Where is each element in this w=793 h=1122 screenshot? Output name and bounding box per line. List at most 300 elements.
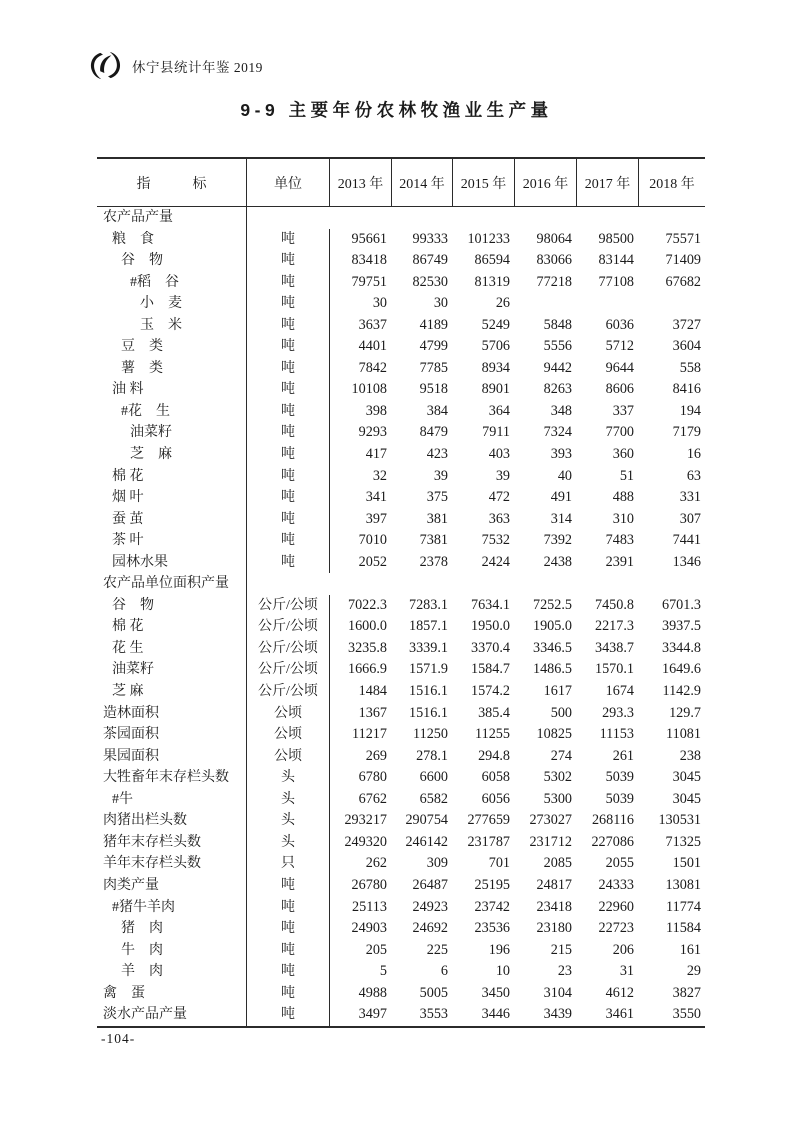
table-row [97,552,705,574]
value-cell: 500 [550,704,572,721]
value-cell: 268116 [591,812,634,829]
value-cell: 40 [557,467,572,484]
table-row [97,595,705,617]
value-cell: 393 [550,446,572,463]
value-cell: 4799 [419,338,448,355]
value-cell: 1516.1 [408,704,448,721]
value-cell: 11774 [666,898,701,915]
value-cell: 294.8 [478,747,510,764]
value-cell: 293.3 [602,704,634,721]
value-cell: 375 [426,489,448,506]
table-row [97,961,705,983]
value-cell: 3370.4 [470,639,510,656]
value-cell: 25195 [474,876,510,893]
value-cell: 249320 [344,833,387,850]
value-cell: 290754 [405,812,448,829]
value-cell: 129.7 [669,704,701,721]
value-cell: 5039 [605,790,634,807]
table-row [97,724,705,746]
value-cell: 1484 [358,683,387,700]
value-cell: 2391 [605,553,634,570]
indicator-cell: 豆 类 [97,336,247,358]
unit-cell: 吨 [247,422,330,444]
value-cell: 363 [488,510,510,527]
table-row [97,487,705,509]
value-cell: 491 [550,489,572,506]
unit-cell: 吨 [247,293,330,315]
value-cell: 5249 [481,316,510,333]
indicator-cell: 淡水产品产量 [97,1004,247,1026]
indicator-cell: 粮 食 [97,229,247,251]
value-cell: 99333 [412,230,448,247]
value-cell: 86594 [474,252,510,269]
indicator-cell: 肉类产量 [97,875,247,897]
value-cell: 83418 [351,252,387,269]
value-cell: 7324 [543,424,572,441]
value-cell: 7532 [481,532,510,549]
value-cell: 1367 [358,704,387,721]
value-cell: 6780 [358,769,387,786]
value-cell: 6058 [481,769,510,786]
value-cell: 7252.5 [532,596,572,613]
indicator-cell: 小 麦 [97,293,247,315]
value-cell: 39 [495,467,510,484]
value-cell: 4401 [358,338,387,355]
value-cell: 8479 [419,424,448,441]
table-row [97,638,705,660]
value-cell: 238 [679,747,701,764]
value-cell: 8606 [605,381,634,398]
indicator-cell: 芝 麻 [97,444,247,466]
value-cell: 1905.0 [532,618,572,635]
value-cell: 4189 [419,316,448,333]
table-row [97,509,705,531]
page-title: 9-9 主要年份农林牧渔业生产量 [240,100,553,120]
value-cell: 206 [612,941,634,958]
indicator-cell: 农产品单位面积产量 [97,573,247,595]
value-cell: 24903 [351,920,387,937]
yearbook-brand-text: 休宁县统计年鉴 2019 [132,59,263,75]
table-row [97,832,705,854]
table-row [97,746,705,768]
page-number: -104- [101,1031,136,1046]
value-cell: 4612 [605,984,634,1001]
table-row [97,616,705,638]
table-row [97,272,705,294]
value-cell: 1142.9 [662,683,701,700]
indicator-cell: 茶 叶 [97,530,247,552]
table-row [97,983,705,1005]
value-cell: 277659 [467,812,510,829]
value-cell: 205 [365,941,387,958]
table-row [97,379,705,401]
value-cell: 331 [679,489,701,506]
value-cell: 1570.1 [594,661,634,678]
value-cell: 11255 [475,726,510,743]
value-cell: 7283.1 [408,596,448,613]
unit-cell: 吨 [247,509,330,531]
value-cell: 51 [619,467,634,484]
value-cell: 269 [365,747,387,764]
value-cell: 11250 [413,726,448,743]
value-cell: 5039 [605,769,634,786]
yearbook-swoosh-logo-icon [88,50,123,81]
value-cell: 1674 [605,683,634,700]
value-cell: 309 [426,855,448,872]
unit-cell: 吨 [247,897,330,919]
value-cell: 3104 [543,984,572,1001]
value-cell: 5712 [605,338,634,355]
value-cell: 23742 [474,898,510,915]
value-cell: 261 [612,747,634,764]
table-row [97,401,705,423]
value-cell: 3727 [672,316,701,333]
value-cell: 130531 [658,812,701,829]
unit-cell: 吨 [247,336,330,358]
value-cell: 101233 [467,230,510,247]
value-cell: 11217 [352,726,387,743]
value-cell: 3450 [481,984,510,1001]
value-cell: 231712 [529,833,572,850]
value-cell: 5706 [481,338,510,355]
value-cell: 3446 [481,1006,510,1023]
value-cell: 63 [686,467,701,484]
indicator-cell: 猪年末存栏头数 [97,832,247,854]
value-cell: 6582 [419,790,448,807]
value-cell: 364 [488,402,510,419]
unit-cell: 公顷 [247,724,330,746]
value-cell: 7381 [419,532,448,549]
value-cell: 77218 [536,273,572,290]
indicator-cell: #猪牛羊肉 [97,897,247,919]
header-year-2014: 2014 年 [392,159,453,206]
indicator-cell: 油菜籽 [97,422,247,444]
value-cell: 2085 [543,855,572,872]
value-cell: 11081 [666,726,701,743]
value-cell: 9518 [419,381,448,398]
unit-cell: 吨 [247,940,330,962]
table-row [97,703,705,725]
indicator-cell: #花 生 [97,401,247,423]
unit-cell: 公斤/公顷 [247,616,330,638]
indicator-cell: #牛 [97,789,247,811]
value-cell: 262 [365,855,387,872]
value-cell: 8934 [481,359,510,376]
value-cell: 24923 [412,898,448,915]
table-row [97,336,705,358]
value-cell: 341 [365,489,387,506]
table-row [97,207,705,229]
value-cell: 83066 [536,252,572,269]
table-row [97,1004,705,1026]
value-cell: 2052 [358,553,387,570]
value-cell: 231787 [467,833,510,850]
value-cell: 2055 [605,855,634,872]
table-row [97,444,705,466]
value-cell: 7450.8 [594,596,634,613]
value-cell: 3235.8 [347,639,387,656]
value-cell: 3550 [672,1006,701,1023]
value-cell: 360 [612,446,634,463]
value-cell: 246142 [405,833,448,850]
unit-cell: 吨 [247,1004,330,1026]
table-row [97,767,705,789]
header-year-2018: 2018 年 [649,176,695,192]
indicator-cell: 肉猪出栏头数 [97,810,247,832]
value-cell: 6600 [419,769,448,786]
indicator-cell: 油 料 [97,379,247,401]
table-row [97,530,705,552]
value-cell: 25113 [352,898,387,915]
value-cell: 10 [495,963,510,980]
value-cell: 3937.5 [661,618,701,635]
unit-cell: 只 [247,853,330,875]
value-cell: 3497 [358,1006,387,1023]
value-cell: 701 [488,855,510,872]
table-row [97,250,705,272]
indicator-cell: 牛 肉 [97,940,247,962]
unit-cell: 吨 [247,983,330,1005]
value-cell: 81319 [474,273,510,290]
value-cell: 30 [433,295,448,312]
table-row [97,229,705,251]
value-cell: 307 [679,510,701,527]
unit-cell: 头 [247,832,330,854]
value-cell: 82530 [412,273,448,290]
table-row [97,940,705,962]
value-cell: 337 [612,402,634,419]
value-cell: 417 [365,446,387,463]
unit-cell: 头 [247,767,330,789]
table-row [97,810,705,832]
indicator-cell: 茶园面积 [97,724,247,746]
indicator-cell: 蚕 茧 [97,509,247,531]
unit-cell: 吨 [247,444,330,466]
header-year-2017: 2017 年 [577,159,639,206]
indicator-cell: 玉 米 [97,315,247,337]
value-cell: 3339.1 [408,639,448,656]
value-cell: 95661 [351,230,387,247]
value-cell: 9442 [543,359,572,376]
value-cell: 3461 [605,1006,634,1023]
indicator-cell: 棉 花 [97,466,247,488]
indicator-cell: #稻 谷 [97,272,247,294]
value-cell: 77108 [598,273,634,290]
value-cell: 314 [550,510,572,527]
indicator-cell: 棉 花 [97,616,247,638]
table-header-row [97,159,705,207]
table-row [97,918,705,940]
value-cell: 558 [679,359,701,376]
value-cell: 196 [488,941,510,958]
table-row [97,853,705,875]
unit-cell: 吨 [247,875,330,897]
value-cell: 6056 [481,790,510,807]
header-year-2013: 2013 年 [330,159,392,206]
value-cell: 5 [379,963,387,980]
table-row [97,789,705,811]
value-cell: 10825 [536,726,572,743]
value-cell: 3604 [672,338,701,355]
value-cell: 2424 [481,553,510,570]
value-cell: 7785 [419,359,448,376]
value-cell: 24692 [412,920,448,937]
value-cell: 22723 [598,920,634,937]
value-cell: 397 [365,510,387,527]
value-cell: 348 [550,402,572,419]
value-cell: 24817 [536,876,572,893]
value-cell: 472 [488,489,510,506]
value-cell: 3827 [672,984,701,1001]
value-cell: 3346.5 [532,639,572,656]
unit-cell: 公顷 [247,746,330,768]
value-cell: 98500 [598,230,634,247]
table-body [97,207,705,1026]
value-cell: 8901 [481,381,510,398]
unit-cell: 头 [247,789,330,811]
indicator-cell: 农产品产量 [97,207,247,229]
value-cell: 1950.0 [470,618,510,635]
value-cell: 1666.9 [347,661,387,678]
value-cell: 5848 [543,316,572,333]
value-cell: 293217 [344,812,387,829]
value-cell: 5300 [543,790,572,807]
table-row [97,875,705,897]
value-cell: 7441 [672,532,701,549]
indicator-cell: 烟 叶 [97,487,247,509]
value-cell: 1486.5 [532,661,572,678]
value-cell: 98064 [536,230,572,247]
value-cell: 75571 [665,230,701,247]
value-cell: 71409 [665,252,701,269]
value-cell: 398 [365,402,387,419]
indicator-cell: 大牲畜年末存栏头数 [97,767,247,789]
unit-cell: 吨 [247,358,330,380]
value-cell: 194 [679,402,701,419]
value-cell: 1574.2 [470,683,510,700]
unit-cell: 头 [247,810,330,832]
value-cell: 384 [426,402,448,419]
value-cell: 1346 [672,553,701,570]
value-cell: 3438.7 [594,639,634,656]
value-cell: 83144 [598,252,634,269]
value-cell: 8416 [672,381,701,398]
unit-cell: 吨 [247,379,330,401]
unit-cell: 吨 [247,466,330,488]
indicator-cell: 羊 肉 [97,961,247,983]
unit-cell: 公斤/公顷 [247,638,330,660]
value-cell: 403 [488,446,510,463]
table-row [97,358,705,380]
value-cell: 310 [612,510,634,527]
indicator-cell: 羊年末存栏头数 [97,853,247,875]
value-cell: 67682 [665,273,701,290]
value-cell: 381 [426,510,448,527]
value-cell: 22960 [598,898,634,915]
value-cell: 39 [433,467,448,484]
table-row [97,659,705,681]
value-cell: 6 [440,963,448,980]
value-cell: 423 [426,446,448,463]
value-cell: 385.4 [478,704,510,721]
table-row [97,466,705,488]
indicator-cell: 造林面积 [97,703,247,725]
header-year-2015: 2015 年 [453,159,515,206]
value-cell: 1857.1 [408,618,448,635]
value-cell: 23180 [536,920,572,937]
indicator-cell: 薯 类 [97,358,247,380]
value-cell: 11584 [666,920,701,937]
value-cell: 273027 [529,812,572,829]
value-cell: 2378 [419,553,448,570]
value-cell: 6036 [605,316,634,333]
value-cell: 7022.3 [347,596,387,613]
value-cell: 1571.9 [408,661,448,678]
value-cell: 3439 [543,1006,572,1023]
value-cell: 215 [550,941,572,958]
value-cell: 79751 [351,273,387,290]
indicator-cell: 花 生 [97,638,247,660]
value-cell: 4988 [358,984,387,1001]
value-cell: 1617 [543,683,572,700]
value-cell: 1516.1 [408,683,448,700]
value-cell: 9644 [605,359,634,376]
value-cell: 278.1 [416,747,448,764]
unit-cell: 吨 [247,250,330,272]
yearbook-brand [88,50,263,81]
indicator-cell: 猪 肉 [97,918,247,940]
value-cell: 274 [550,747,572,764]
value-cell: 7179 [672,424,701,441]
unit-cell: 吨 [247,487,330,509]
value-cell: 225 [426,941,448,958]
value-cell: 1649.6 [661,661,701,678]
value-cell: 8263 [543,381,572,398]
table-row [97,293,705,315]
unit-cell: 公顷 [247,703,330,725]
production-table [97,157,705,1028]
unit-cell: 吨 [247,530,330,552]
value-cell: 71325 [665,833,701,850]
value-cell: 11153 [599,726,634,743]
value-cell: 26780 [351,876,387,893]
indicator-cell: 油菜籽 [97,659,247,681]
value-cell: 7392 [543,532,572,549]
unit-cell: 吨 [247,272,330,294]
indicator-cell: 谷 物 [97,250,247,272]
value-cell: 29 [686,963,701,980]
value-cell: 13081 [665,876,701,893]
value-cell: 5302 [543,769,572,786]
value-cell: 10108 [351,381,387,398]
value-cell: 2217.3 [594,618,634,635]
table-row [97,422,705,444]
unit-cell: 吨 [247,961,330,983]
value-cell: 6701.3 [661,596,701,613]
indicator-cell: 园林水果 [97,552,247,574]
value-cell: 30 [372,295,387,312]
indicator-cell: 芝 麻 [97,681,247,703]
value-cell: 6762 [358,790,387,807]
value-cell: 23536 [474,920,510,937]
value-cell: 161 [679,941,701,958]
table-row [97,315,705,337]
indicator-cell: 禽 蛋 [97,983,247,1005]
value-cell: 3637 [358,316,387,333]
indicator-cell: 谷 物 [97,595,247,617]
value-cell: 32 [372,467,387,484]
value-cell: 23418 [536,898,572,915]
